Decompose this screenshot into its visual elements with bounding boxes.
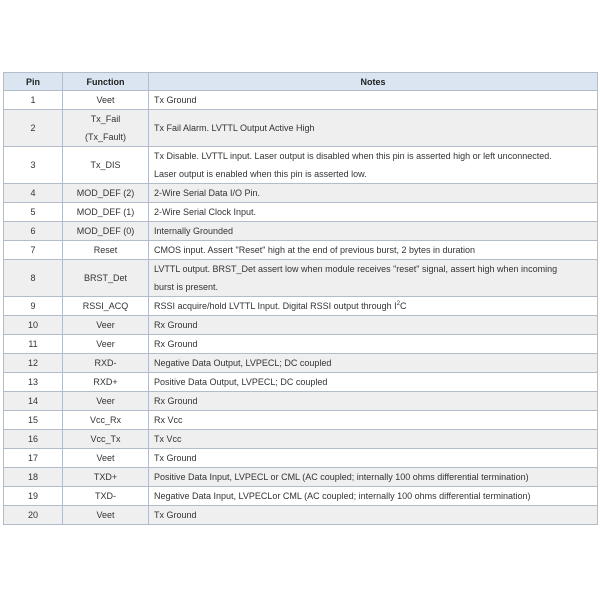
table-row [4, 91, 598, 110]
notes-cell: Tx Ground [149, 449, 598, 468]
notes-cell: Rx Ground [149, 335, 598, 354]
notes-cell: Tx Fail Alarm. LVTTL Output Active High [149, 110, 598, 147]
table-row [4, 430, 598, 449]
notes-line: Laser output is enabled when this pin is asserted low. [154, 169, 367, 179]
pin-cell: 6 [4, 222, 63, 241]
pin-cell: 15 [4, 411, 63, 430]
function-cell: BRST_Det [63, 260, 149, 297]
notes-cell: Tx Vcc [149, 430, 598, 449]
pin-cell: 10 [4, 316, 63, 335]
notes-cell: Tx Ground [149, 506, 598, 525]
notes-text-tail: C [399, 301, 407, 311]
notes-cell: Positive Data Output, LVPECL; DC coupled [149, 373, 598, 392]
pin-cell: 20 [4, 506, 63, 525]
table-row [4, 354, 598, 373]
notes-cell: Rx Vcc [149, 411, 598, 430]
pin-cell: 16 [4, 430, 63, 449]
pin-cell: 4 [4, 184, 63, 203]
notes-cell: Negative Data Input, LVPECLor CML (AC coupled; internally 100 ohms differential termination) [149, 487, 598, 506]
table-row [4, 316, 598, 335]
notes-cell: 2-Wire Serial Clock Input. [149, 203, 598, 222]
header-function: Function [63, 73, 149, 91]
notes-cell: Positive Data Input, LVPECL or CML (AC coupled; internally 100 ohms differential termination) [149, 468, 598, 487]
header-notes: Notes [149, 73, 598, 91]
pin-cell: 1 [4, 91, 63, 110]
notes-text: RSSI acquire/hold LVTTL Input. Digital RSSI output through I [154, 301, 397, 311]
pin-cell: 12 [4, 354, 63, 373]
function-cell: TXD+ [63, 468, 149, 487]
table-header-row [4, 73, 598, 91]
pin-cell: 2 [4, 110, 63, 147]
table-row [4, 184, 598, 203]
function-cell: Veer [63, 335, 149, 354]
table-row [4, 392, 598, 411]
function-cell: Vcc_Rx [63, 411, 149, 430]
notes-cell: Rx Ground [149, 392, 598, 411]
notes-cell: CMOS input. Assert "Reset" high at the end of previous burst, 2 bytes in duration [149, 241, 598, 260]
function-cell: Tx_DIS [63, 147, 149, 184]
table-row [4, 468, 598, 487]
function-cell: RXD+ [63, 373, 149, 392]
table-row [4, 411, 598, 430]
function-cell: MOD_DEF (1) [63, 203, 149, 222]
function-cell: Veet [63, 91, 149, 110]
notes-cell [149, 297, 598, 316]
function-line: Tx_Fail [90, 114, 121, 124]
function-cell: RXD- [63, 354, 149, 373]
notes-cell [149, 260, 598, 297]
table-row [4, 203, 598, 222]
pin-cell: 13 [4, 373, 63, 392]
pin-cell: 3 [4, 147, 63, 184]
pin-cell: 11 [4, 335, 63, 354]
superscript: 2 [396, 301, 400, 307]
function-cell: Veer [63, 316, 149, 335]
function-cell: Veet [63, 506, 149, 525]
table-row [4, 147, 598, 184]
pin-cell: 19 [4, 487, 63, 506]
table-row [4, 487, 598, 506]
pin-cell: 5 [4, 203, 63, 222]
pin-cell: 8 [4, 260, 63, 297]
table-row [4, 110, 598, 147]
pin-definition-table [3, 72, 598, 525]
function-line: (Tx_Fault) [84, 132, 126, 142]
table-row [4, 506, 598, 525]
notes-cell [149, 147, 598, 184]
notes-line: Tx Disable. LVTTL input. Laser output is disabled when this pin is asserted high or left unconnected. [154, 151, 552, 161]
function-cell: Veer [63, 392, 149, 411]
notes-cell: 2-Wire Serial Data I/O Pin. [149, 184, 598, 203]
header-pin: Pin [4, 73, 63, 91]
function-cell: MOD_DEF (2) [63, 184, 149, 203]
pin-cell: 9 [4, 297, 63, 316]
pin-cell: 18 [4, 468, 63, 487]
notes-cell: Negative Data Output, LVPECL; DC coupled [149, 354, 598, 373]
function-cell: Reset [63, 241, 149, 260]
function-cell: RSSI_ACQ [63, 297, 149, 316]
function-cell: Veet [63, 449, 149, 468]
table-row [4, 260, 598, 297]
table-row [4, 335, 598, 354]
function-cell [63, 110, 149, 147]
pin-cell: 14 [4, 392, 63, 411]
table-row [4, 449, 598, 468]
notes-cell: Rx Ground [149, 316, 598, 335]
notes-cell: Internally Grounded [149, 222, 598, 241]
table-row [4, 241, 598, 260]
function-cell: TXD- [63, 487, 149, 506]
table-row [4, 373, 598, 392]
pin-cell: 7 [4, 241, 63, 260]
notes-line: burst is present. [154, 282, 219, 292]
table-row [4, 222, 598, 241]
function-cell: MOD_DEF (0) [63, 222, 149, 241]
notes-cell: Tx Ground [149, 91, 598, 110]
table-row [4, 297, 598, 316]
pin-cell: 17 [4, 449, 63, 468]
notes-line: LVTTL output. BRST_Det assert low when module receives "reset" signal, assert high when incoming [154, 264, 558, 274]
function-cell: Vcc_Tx [63, 430, 149, 449]
